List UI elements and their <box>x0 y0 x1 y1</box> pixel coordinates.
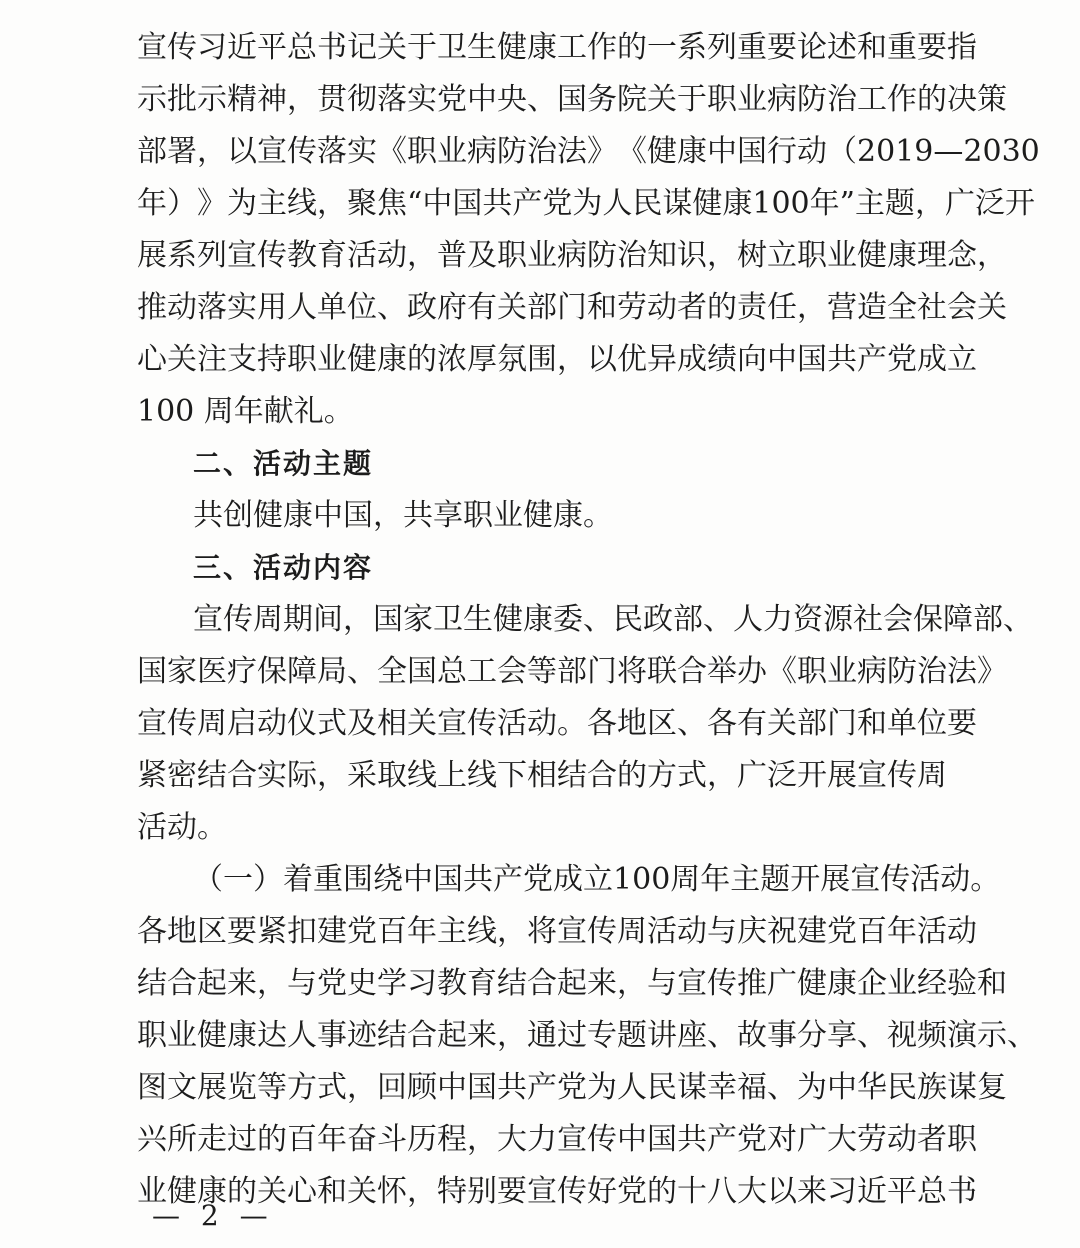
body-line-7: 心 关 注 支 持 职 业 健 康 的 浓 厚 氛 围 ， 以 优 异 成 绩 向 中 国 共 产 党 成 立 <box>137 342 977 377</box>
body-line-5: 展 系 列 宣 传 教 育 活 动 ， 普 及 职 业 病 防 治 知 识 ， 树 立 职 业 健 康 理 念 ， <box>137 238 1007 273</box>
body-line-2: 示 批 示 精 神 ， 贯 彻 落 实 党 中 央 、 国 务 院 关 于 职 业 病 防 治 工 作 的 决 策 <box>137 82 1007 117</box>
body-line-3: 部 署 ， 以 宣 传 落 实 《 职 业 病 防 治 法 》 《 健 康 中 国 行 动 （ 2 0 1 9 — 2 0 3 0 <box>137 134 1040 169</box>
section3-line-2: 国 家 医 疗 保 障 局 、 全 国 总 工 会 等 部 门 将 联 合 举 办 《 职 业 病 防 治 法 》 <box>137 654 1007 689</box>
body-line-6: 推 动 落 实 用 人 单 位 、 政 府 有 关 部 门 和 劳 动 者 的 责 任 ， 营 造 全 社 会 关 <box>137 290 1007 325</box>
section2-text: 共创健康中国，共享职业健康。 <box>193 498 613 533</box>
body-line-4: 年 ） 》 为 主 线 ， 聚 焦 “ 中 国 共 产 党 为 人 民 谋 健 康 1 0 0 年 ” 主 题 ， 广 泛 开 <box>137 186 1035 221</box>
subsection1-line-3: 结 合 起 来 ， 与 党 史 学 习 教 育 结 合 起 来 ， 与 宣 传 推 广 健 康 企 业 经 验 和 <box>137 966 1007 1001</box>
body-line-1: 宣 传 习 近 平 总 书 记 关 于 卫 生 健 康 工 作 的 一 系 列 重 要 论 述 和 重 要 指 <box>137 30 977 65</box>
section3-line-1: 宣 传 周 期 间 ， 国 家 卫 生 健 康 委 、 民 政 部 、 人 力 资 源 社 会 保 障 部 、 <box>193 602 1033 637</box>
section2-heading: 二、活动主题 <box>193 447 374 480</box>
section3-line-5: 活动。 <box>137 810 227 845</box>
section3-line-4: 紧 密 结 合 实 际 ， 采 取 线 上 线 下 相 结 合 的 方 式 ， 广 泛 开 展 宣 传 周 <box>137 758 947 793</box>
subsection1-line-5: 图 文 展 览 等 方 式 ， 回 顾 中 国 共 产 党 为 人 民 谋 幸 福 、 为 中 华 民 族 谋 复 <box>137 1070 1007 1105</box>
page-number: — 2 — <box>152 1199 274 1232</box>
subsection1-line-2: 各 地 区 要 紧 扣 建 党 百 年 主 线 ， 将 宣 传 周 活 动 与 庆 祝 建 党 百 年 活 动 <box>137 914 977 949</box>
section3-line-3: 宣 传 周 启 动 仪 式 及 相 关 宣 传 活 动 。 各 地 区 、 各 有 关 部 门 和 单 位 要 <box>137 706 977 741</box>
subsection1-line-1: （ 一 ） 着 重 围 绕 中 国 共 产 党 成 立 1 0 0 周 年 主 题 开 展 宣 传 活 动 。 <box>193 862 1001 897</box>
subsection1-line-4: 职 业 健 康 达 人 事 迹 结 合 起 来 ， 通 过 专 题 讲 座 、 故 事 分 享 、 视 频 演 示 、 <box>137 1018 1037 1053</box>
section3-heading: 三、活动内容 <box>193 551 374 584</box>
subsection1-line-6: 兴 所 走 过 的 百 年 奋 斗 历 程 ， 大 力 宣 传 中 国 共 产 党 对 广 大 劳 动 者 职 <box>137 1122 977 1157</box>
body-line-8: 100 周年献礼。 <box>137 394 354 429</box>
subsection1-line-7: 业 健 康 的 关 心 和 关 怀 ， 特 别 要 宣 传 好 党 的 十 八 大 以 来 习 近 平 总 书 <box>137 1174 977 1209</box>
